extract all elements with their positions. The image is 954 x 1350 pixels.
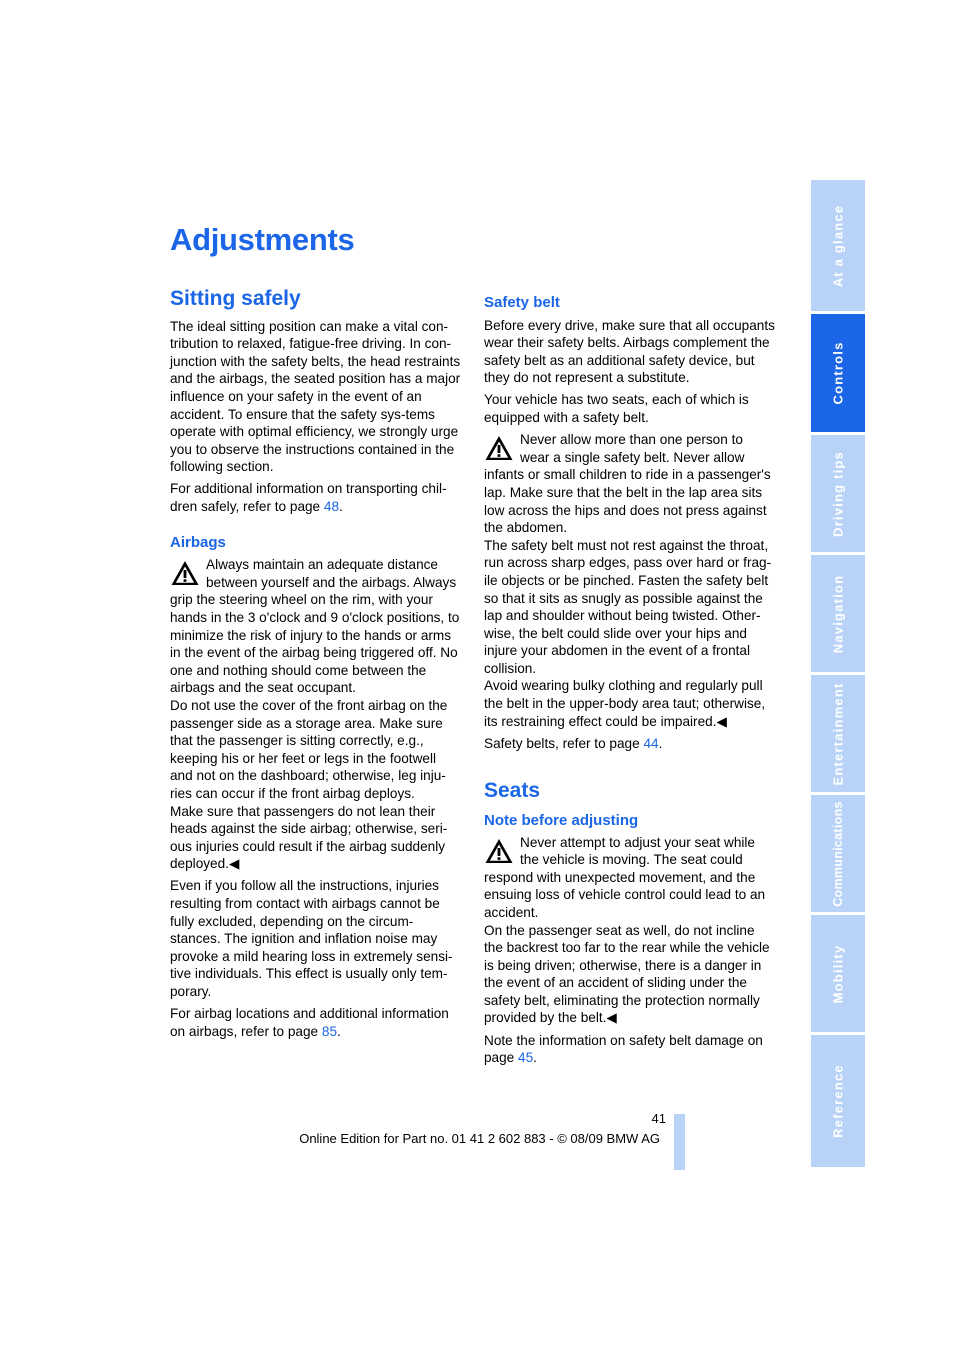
seats-warning-text-2: On the passenger seat as well, do not incline the backrest too far to the rear while the vehicle is being driven; otherwise, there is a danger in the event of an accident of sliding under the safety belt, eliminating the protection normally provided by the belt.◀: [484, 922, 770, 1026]
chapter-tabs: [811, 180, 865, 1167]
tab-at-a-glance[interactable]: At a glance: [811, 180, 865, 311]
tab-controls[interactable]: Controls: [811, 314, 865, 432]
airbags-hearing-paragraph: Even if you follow all the instructions, injuries resulting from contact with airbags cannot be fully excluded, depending on the circum-stances. The ignition and inflation noise may provoke a mild hearing loss in extremely sensi-tive individuals. This effect is usually only tem-porary.: [170, 878, 453, 999]
airbags-warning: [170, 556, 462, 873]
page-link-85[interactable]: 85: [321, 1023, 338, 1039]
tab-reference[interactable]: Reference: [811, 1035, 865, 1167]
tab-navigation[interactable]: Navigation: [811, 555, 865, 672]
airbags-warning-text-3: Make sure that passengers do not lean their heads against the side airbag; otherwise, seri-ous injuries could result if the airbag suddenly deployed.◀: [170, 803, 448, 872]
page-link-45[interactable]: 45: [518, 1050, 534, 1066]
airbags-reference: For airbag locations and additional information on airbags, refer to page 85.: [170, 1006, 449, 1039]
tab-communications[interactable]: Communications: [811, 795, 865, 912]
belt-two-seats-paragraph: Your vehicle has two seats, each of which is equipped with a safety belt.: [484, 392, 749, 426]
belt-warning-text-2: The safety belt must not rest against the throat, run across sharp edges, pass over hard or frag-ile objects or be pinched. Fasten the safety belt so that it sits as snugly as possible against the lap and shoulder without being twisted. Other-wise, the belt could slide over your hips and injure your abdomen in the event of a frontal collision.: [484, 537, 772, 676]
tab-entertainment[interactable]: Entertainment: [811, 675, 865, 792]
section-title-sitting-safely: Sitting safely: [170, 287, 301, 310]
tab-mobility[interactable]: Mobility: [811, 915, 865, 1032]
warning-triangle-icon: [484, 434, 514, 462]
intro-paragraph: The ideal sitting position can make a vital con-tribution to relaxed, fatigue-free driving. In con-junction with the safety belts, the head restraints and the airbags, the seated position has a major influence on your safety in the event of an accident. To ensure that the safety sys-tems operate with optimal efficiency, we strongly urge you to observe the instructions contained in the following section.: [170, 318, 461, 475]
page-marker-bar: [674, 1114, 685, 1170]
page-link-44[interactable]: 44: [643, 735, 659, 751]
section-title-seats: Seats: [484, 779, 541, 803]
belt-damage-reference: Note the information on safety belt damage on page 45.: [484, 1032, 763, 1066]
tab-driving-tips[interactable]: Driving tips: [811, 435, 865, 552]
page-link-48[interactable]: 48: [323, 499, 340, 515]
children-reference: For additional information on transporting chil-dren safely, refer to page 48.: [170, 481, 447, 515]
left-column: [170, 287, 462, 1040]
belt-warning-text-3: Avoid wearing bulky clothing and regularly pull the belt in the upper-body area taut; otherwise, its restraining effect could be impaired.◀: [484, 678, 766, 729]
page-title: Adjustments: [170, 222, 355, 257]
belt-warning-text-1: Never allow more than one person to wear a single safety belt. Never allow infants or small children to ride in a passenger's lap. Make sure that the belt in the lap area sits low across the hips and does not press against the abdomen.: [484, 432, 771, 536]
seats-warning-text-1: Never attempt to adjust your seat while the vehicle is moving. The seat could respond with unexpected movement, and the ensuing loss of vehicle control could lead to an accident.: [484, 834, 766, 920]
subsection-title-airbags: Airbags: [170, 533, 226, 551]
edition-note: Online Edition for Part no. 01 41 2 602 883 - © 08/09 BMW AG: [299, 1131, 660, 1146]
subsection-title-note-before-adjusting: Note before adjusting: [484, 811, 639, 829]
airbags-warning-text-1: Always maintain an adequate distance between yourself and the airbags. Always grip the steering wheel on the rim, with your hands in the 3 o'clock and 9 o'clock positions, to minimize the risk of injury to the hands or arms in the event of the airbag being triggered off. No one and nothing should come between the airbags and the seat occupant.: [170, 557, 460, 696]
belt-warning: [484, 431, 776, 730]
belt-intro-paragraph: Before every drive, make sure that all occupants wear their safety belts. Airbags complement the safety belt as an additional safety device, but they do not represent a substitute.: [484, 317, 775, 386]
airbags-warning-text-2: Do not use the cover of the front airbag on the passenger side as a storage area. Make sure that the passenger is sitting correctly, e.g., keeping his or her feet or legs in the footwell and not on the dashboard; otherwise, leg inju-ries can occur if the front airbag deploys.: [170, 697, 448, 801]
right-column: [484, 294, 776, 1067]
warning-triangle-icon: [170, 559, 200, 587]
subsection-title-safety-belt: Safety belt: [484, 294, 560, 311]
belt-reference: Safety belts, refer to page 44.: [484, 735, 663, 751]
page-number: 41: [651, 1111, 666, 1126]
seats-warning: [484, 834, 776, 1028]
warning-triangle-icon: [484, 837, 514, 865]
